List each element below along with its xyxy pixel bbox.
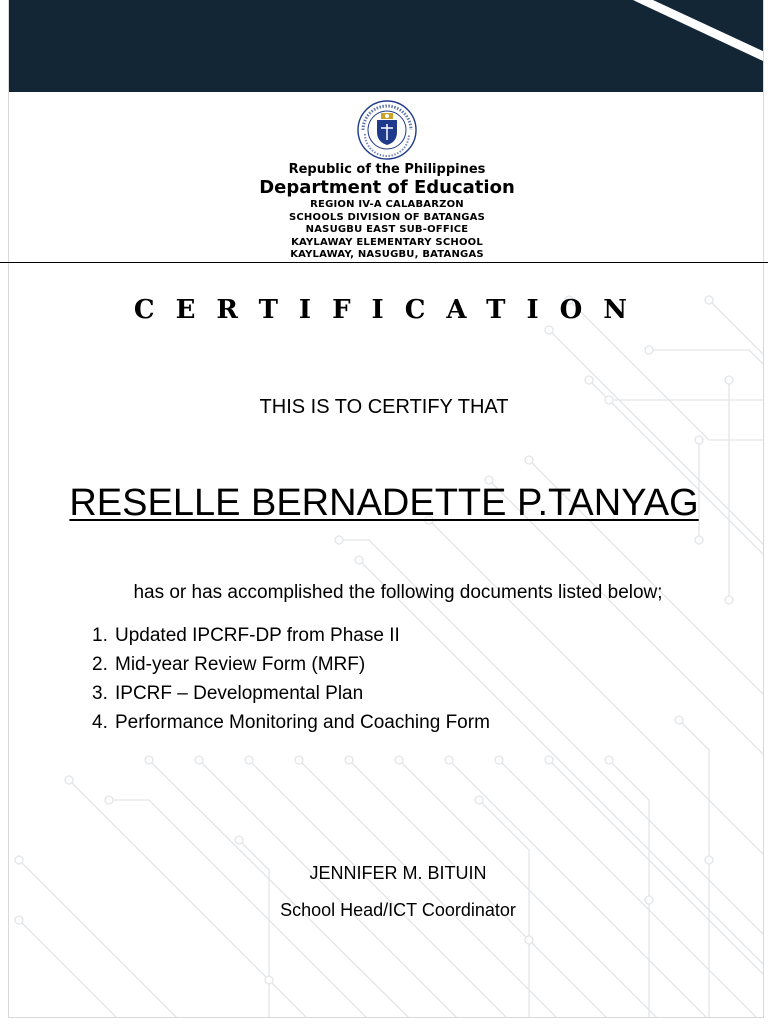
top-banner — [9, 0, 764, 92]
header-school: KAYLAWAY ELEMENTARY SCHOOL — [291, 236, 483, 248]
deped-seal-logo — [355, 100, 419, 160]
list-item-text: IPCRF – Developmental Plan — [115, 683, 364, 704]
list-item-number: 3. — [92, 683, 108, 704]
banner-accent-stripe — [9, 0, 764, 92]
documents-list — [92, 621, 490, 737]
list-item — [92, 679, 490, 708]
list-item-number: 1. — [92, 625, 108, 646]
documents-intro: has or has accomplished the following documents listed below; — [133, 582, 663, 603]
header-region: REGION IV-A CALABARZON — [310, 199, 464, 210]
recipient-name-text: RESELLE BERNADETTE P.TANYAG — [69, 482, 699, 524]
recipient-name — [0, 482, 768, 525]
header-department: Department of Education — [259, 177, 515, 198]
list-item-number: 4. — [92, 712, 108, 733]
header-address: KAYLAWAY, NASUGBU, BATANGAS — [290, 249, 484, 261]
certify-statement: THIS IS TO CERTIFY THAT — [259, 396, 509, 418]
list-item — [92, 650, 490, 679]
certificate-title: CERTIFICATION — [133, 295, 649, 325]
list-item-text: Performance Monitoring and Coaching Form — [115, 712, 490, 733]
list-item — [92, 621, 490, 650]
list-item-text: Updated IPCRF-DP from Phase II — [115, 625, 400, 646]
list-item-number: 2. — [92, 654, 108, 675]
header-sub-office: NASUGBU EAST SUB-OFFICE — [305, 224, 469, 236]
signatory-name: JENNIFER M. BITUIN — [309, 863, 487, 883]
signatory-role: School Head/ICT Coordinator — [280, 900, 516, 920]
header-republic: Republic of the Philippines — [288, 162, 486, 177]
letterhead — [9, 100, 764, 262]
header-divider — [0, 262, 768, 263]
header-division: SCHOOLS DIVISION OF BATANGAS — [288, 211, 486, 223]
list-item-text: Mid-year Review Form (MRF) — [115, 654, 366, 675]
list-item — [92, 708, 490, 737]
